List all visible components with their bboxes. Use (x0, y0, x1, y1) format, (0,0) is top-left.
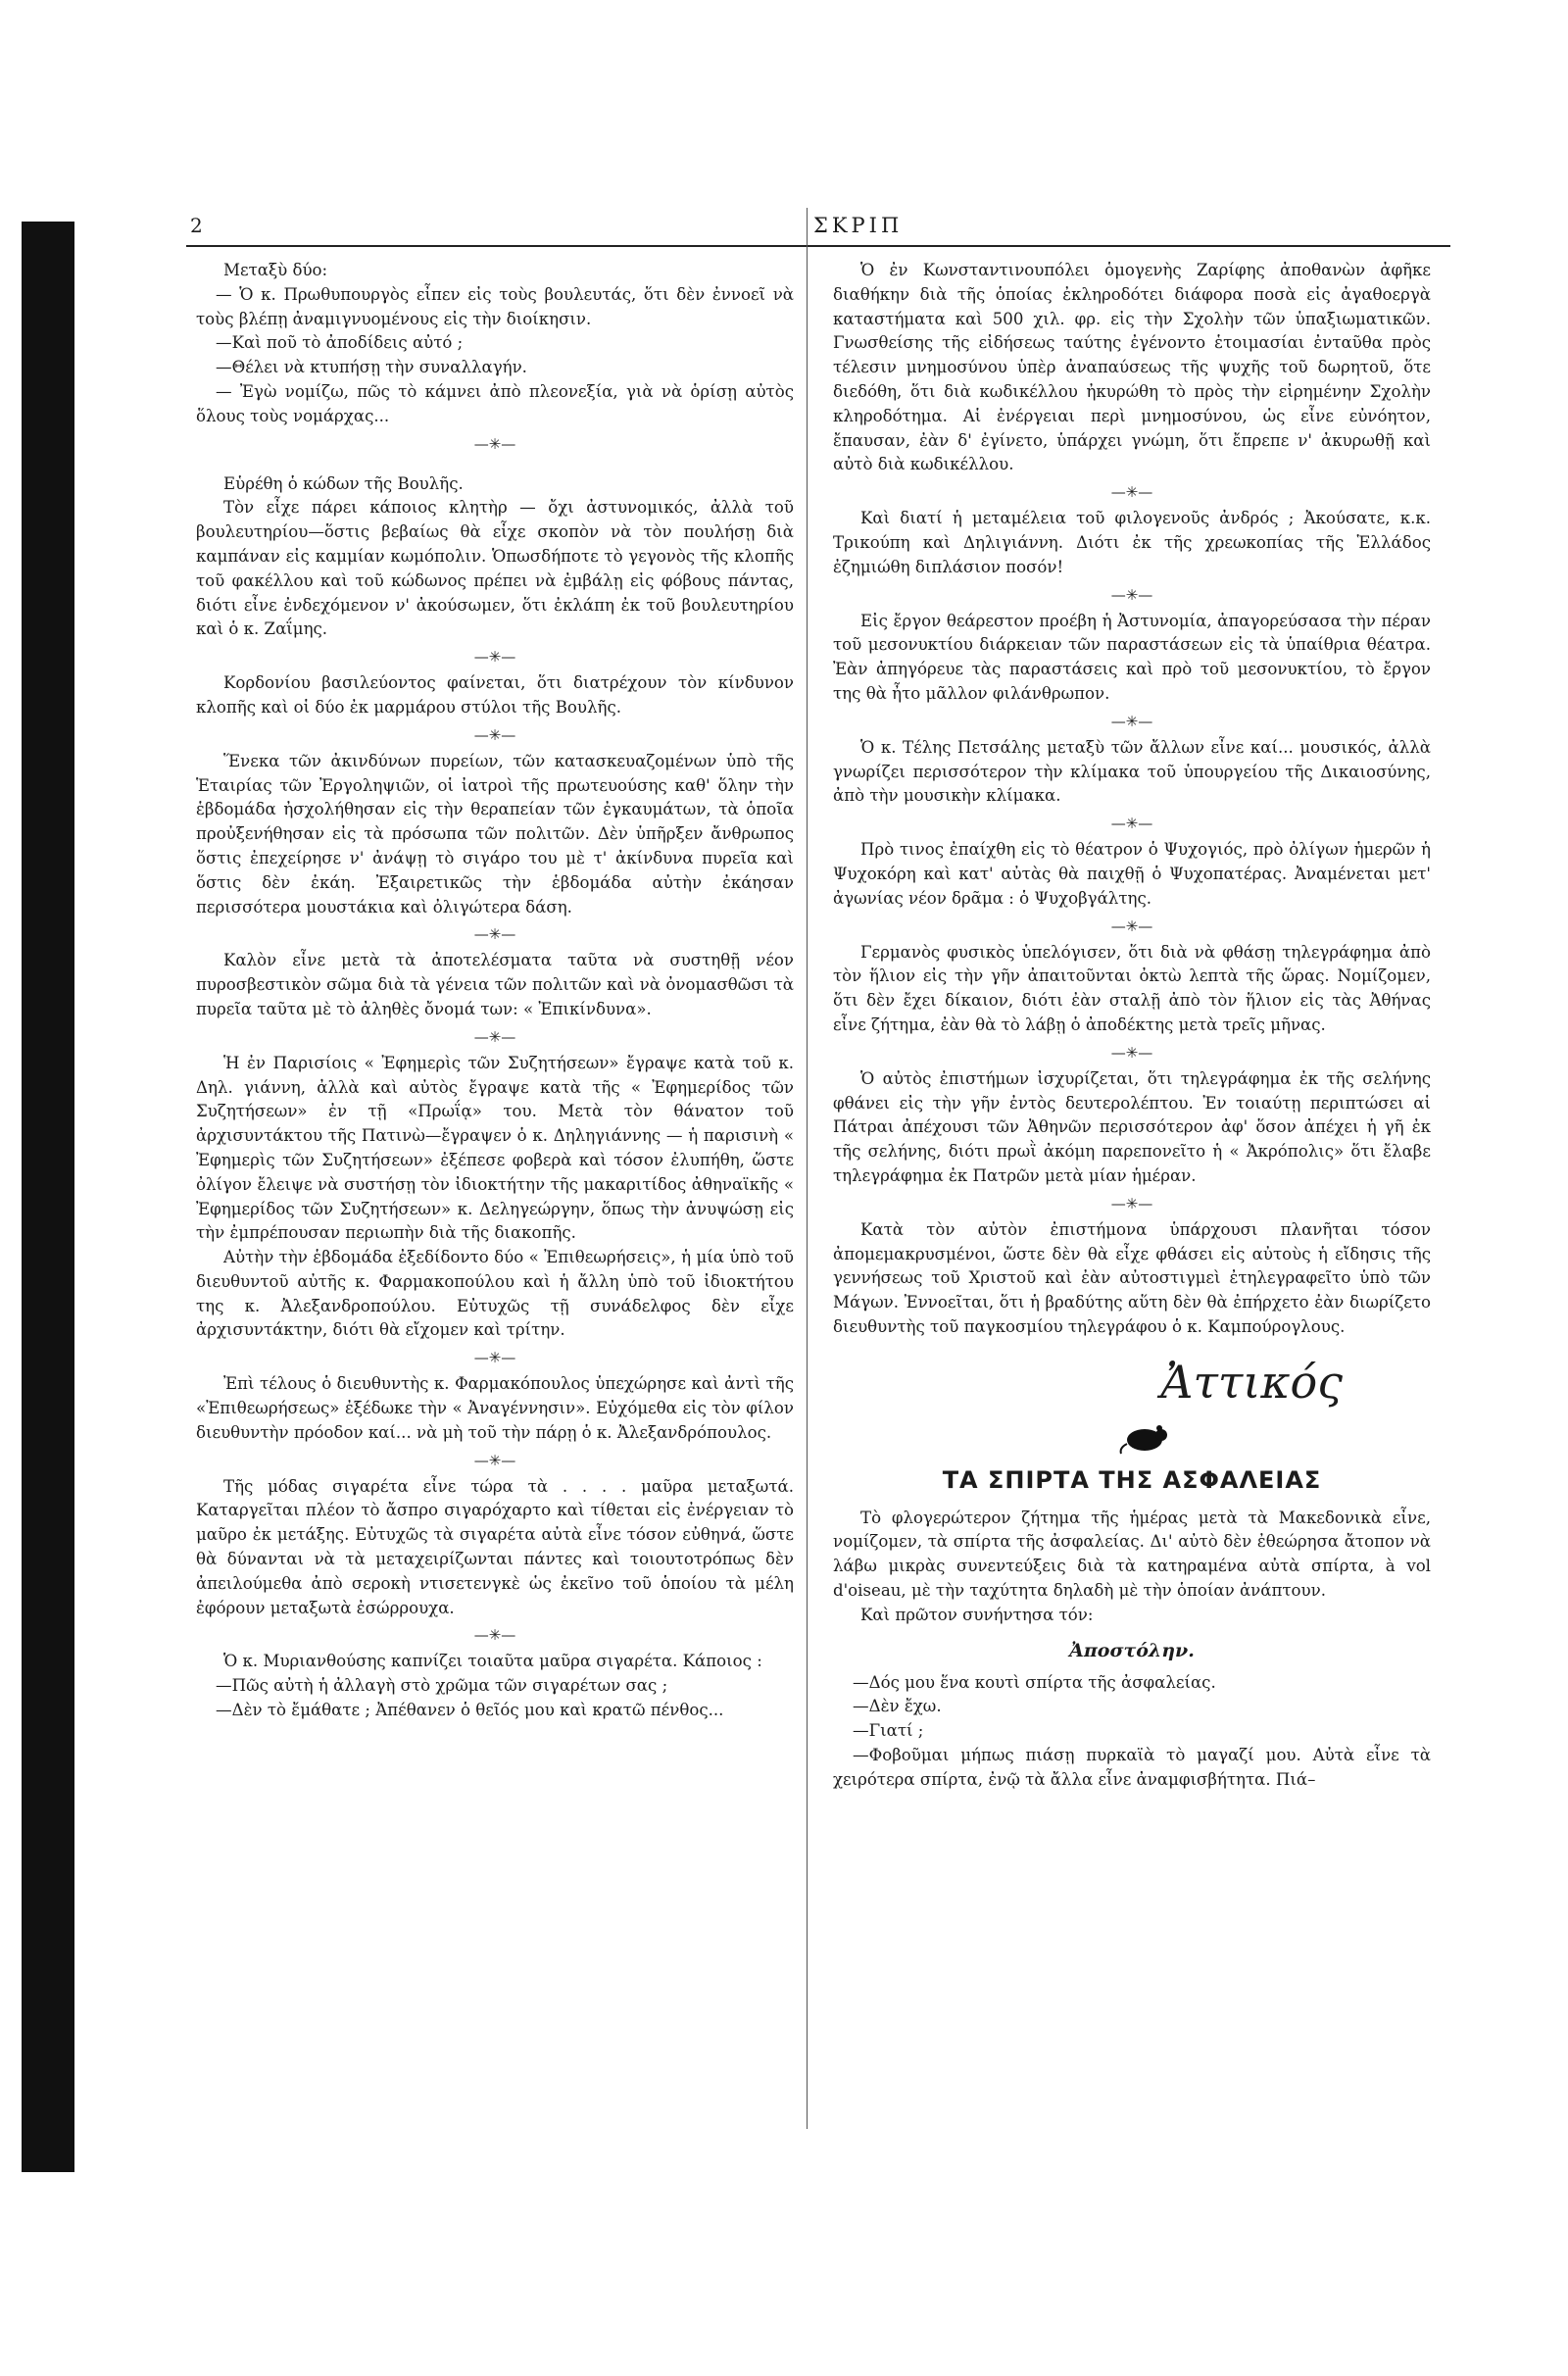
section-separator: —✳— (1110, 712, 1153, 730)
scan-edge (22, 222, 74, 2172)
interview-subhead: Ἀποστόλην. (1069, 1639, 1195, 1661)
page-number: 2 (190, 214, 203, 237)
section-separator: —✳— (1110, 916, 1153, 935)
right-paragraph: —Φοβοῦμαι μήπως πιάσῃ πυρκαϊὰ τὸ μαγαζί μου. Αὐτὰ εἶνε τὰ χειρότερα σπίρτα, ἐνῷ τὰ ἄλλα εἶνε ἀναμφισβήτητα. Πιά– (833, 1746, 1431, 1789)
right-paragraph: Πρὸ τινος ἐπαίχθη εἰς τὸ θέατρον ὁ Ψυχογιός, πρὸ ὀλίγων ἡμερῶν ἡ Ψυχοκόρη καὶ κατ' αὐτὰς θὰ παιχθῇ ὁ Ψυχοπατέρας. Ἀναμένεται μετ' ἀγωνίας νέον δρᾶμα : ὁ Ψυχοβγάλτης. (833, 840, 1431, 908)
left-paragraph: —Καὶ ποῦ τὸ ἀποδίδεις αὐτό ; (216, 333, 464, 353)
left-paragraph: — Ἐγὼ νομίζω, πῶς τὸ κάμνει ἀπὸ πλεονεξία, γιὰ νὰ ὁρίσῃ αὐτὸς ὅλους τοὺς νομάρχας... (196, 381, 794, 425)
section-separator: —✳— (1110, 585, 1153, 604)
left-paragraph: Ὁ κ. Μυριανθούσης καπνίζει τοιαῦτα μαῦρα σιγαρέτα. Κάποιος : (223, 1652, 762, 1671)
page-header (186, 202, 1450, 247)
right-paragraph: Καὶ πρῶτον συνήντησα τόν: (860, 1605, 1094, 1624)
left-paragraph: Κορδονίου βασιλεύοντος φαίνεται, ὅτι διατρέχουν τὸν κίνδυνον κλοπῆς καὶ οἱ δύο ἐκ μαρμάρου στύλοι τῆς Βουλῆς. (196, 673, 794, 717)
right-paragraph: Ὁ ἐν Κωνσταντινουπόλει ὁμογενὴς Ζαρίφης ἀποθανὼν ἀφῆκε διαθήκην διὰ τῆς ὁποίας ἐκληροδότει διάφορα ποσὰ εἰς ἀγαθοεργὰ καταστήματα καὶ 500 χιλ. φρ. εἰς τὴν Σχολὴν τῶν ὑπαξιωματικῶν. Γνωσθείσης τῆς εἰδήσεως ταύτης ἐγένοντο ἑτοιμασίαι ἐνταῦθα πρὸς τέλεσιν μνημοσύνου ὑπὲρ ἀναπαύσεως τῆς ψυχῆς τοῦ δωρητοῦ, ὅτε διεδόθη, ὅτι διὰ κωδικέλλου ἠκυρώθη τὸ πρὸς τὴν εἰρημένην Σχολὴν κληροδότημα. Αἱ ἐνέργειαι περὶ μνημοσύνου, ὡς εἶνε εὐνόητον, ἔπαυσαν, ἐὰν δ' ἐγίνετο, ὑπάρχει γνώμη, ὅτι ἔπρεπε ν' ἀκυρωθῇ καὶ αὐτὸ διὰ κωδικέλλου. (833, 261, 1431, 474)
left-paragraph: Τὸν εἶχε πάρει κάποιος κλητὴρ — ὄχι ἀστυνομικός, ἀλλὰ τοῦ βουλευτηρίου—ὅστις βεβαίως θὰ εἶχε σκοπὸν νὰ τὸν πουλήσῃ διὰ καμπάναν εἰς καμμίαν κωμόπολιν. Ὁπωσδήποτε τὸ γεγονὸς τῆς κλοπῆς τοῦ φακέλλου καὶ τοῦ κώδωνος πρέπει νὰ ἐμβάλῃ εἰς φόβους πάντας, διότι εἶνε ἐνδεχόμενον ν' ἀκούσωμεν, ὅτι ἐκλάπη ἐκ τοῦ βουλευτηρίου καὶ ὁ κ. Ζαΐμης. (196, 498, 794, 639)
right-paragraph: Καὶ διατί ἡ μεταμέλεια τοῦ φιλογενοῦς ἀνδρός ; Ἀκούσατε, κ.κ. Τρικούπη καὶ Δηλιγιάννη. Διότι ἐκ τῆς χρεωκοπίας τῆς Ἑλλάδος ἐζημιώθη διπλάσιον ποσόν! (833, 509, 1431, 576)
left-paragraph: Καλὸν εἶνε μετὰ τὰ ἀποτελέσματα ταῦτα νὰ συστηθῇ νέον πυροσβεστικὸν σῶμα διὰ τὰ γένεια τῶν πολιτῶν καὶ νὰ ὀνομασθῶσι τὰ πυρεῖα ταῦτα μὲ τὸ ἀληθὲς ὄνομά των: « Ἐπικίνδυνα». (196, 951, 794, 1018)
left-paragraph: —Δὲν τὸ ἔμάθατε ; Ἀπέθανεν ὁ θεῖός μου καὶ κρατῶ πένθος... (216, 1701, 724, 1720)
section-separator: —✳— (1110, 815, 1153, 833)
section-separator: —✳— (473, 1626, 516, 1645)
right-paragraph: Εἰς ἔργον θεάρεστον προέβη ἡ Ἀστυνομία, ἀπαγορεύσασα τὴν πέραν τοῦ μεσονυκτίου διάρκειαν τῶν παραστάσεων εἰς τὰ ὑπαίθρια θέατρα. Ἐὰν ἀπηγόρευε τὰς παραστάσεις καὶ πρὸ τοῦ μεσονυκτίου, τὸ ἔργον της θὰ ἦτο μᾶλλον φιλάνθρωπον. (833, 611, 1431, 703)
mouse-icon (1117, 1422, 1176, 1456)
left-paragraph: — Ὁ κ. Πρωθυπουργὸς εἶπεν εἰς τοὺς βουλευτάς, ὅτι δὲν ἐννοεῖ νὰ τοὺς βλέπῃ ἀναμιγνυομένους εἰς τὴν διοίκησιν. (196, 284, 794, 328)
section-separator: —✳— (473, 725, 516, 744)
author-signature: Ἀττικός (1160, 1355, 1343, 1409)
left-paragraph: Εὑρέθη ὁ κώδων τῆς Βουλῆς. (223, 473, 464, 493)
left-paragraph: —Θέλει νὰ κτυπήσῃ τὴν συναλλαγήν. (216, 358, 527, 377)
right-paragraph: Κατὰ τὸν αὐτὸν ἐπιστήμονα ὑπάρχουσι πλανῆται τόσον ἀπομεμακρυσμένοι, ὥστε δὲν θὰ εἶχε φθάσει εἰς αὐτοὺς ἡ εἴδησις τῆς γεννήσεως τοῦ Χριστοῦ καὶ ἐὰν αὐτοστιγμεὶ ἐτηλεγραφεῖτο ὑπὸ τῶν Μάγων. Ἐννοεῖται, ὅτι ἡ βραδύτης αὕτη δὲν θὰ ἐπήρχετο ἐὰν διωρίζετο διευθυντὴς τοῦ παγκοσμίου τηλεγράφου ὁ κ. Καμπούρογλους. (833, 1219, 1431, 1336)
right-paragraph: —Δὲν ἔχω. (853, 1697, 942, 1716)
section-separator: —✳— (473, 925, 516, 944)
section-separator: —✳— (473, 1027, 516, 1046)
right-paragraph: Ὁ κ. Τέλης Πετσάλης μεταξὺ τῶν ἄλλων εἶνε καί... μουσικός, ἀλλὰ γνωρίζει περισσότερον τὴν κλίμακα τοῦ ὑπουργείου τῆς Δικαιοσύνης, ἀπὸ τὴν μουσικὴν κλίμακα. (833, 737, 1431, 806)
left-paragraph: Τῆς μόδας σιγαρέτα εἶνε τώρα τὰ . . . . μαῦρα μεταξωτά. Καταργεῖται πλέον τὸ ἄσπρο σιγαρόχαρτο καὶ τίθεται εἰς ἐνέργειαν τὸ μαῦρο ἐκ μετάξης. Εὐτυχῶς τὰ σιγαρέτα αὐτὰ εἶνε τόσον εὐθηνά, ὥστε θὰ δύνανται νὰ τὰ μεταχειρίζωνται πάντες καὶ τοιουτοτρόπως δὲν ἀπειλούμεθα ἀπὸ σεροκὴ ντισετενγκὲ ὡς ἐκεῖνο τοῦ ὁποίου τὰ μέλη ἐφόρουν μεταξωτὰ ἐσώρρουχα. (196, 1476, 794, 1617)
left-paragraph: Ἐπὶ τέλους ὁ διευθυντὴς κ. Φαρμακόπουλος ὑπεχώρησε καὶ ἀντὶ τῆς «Ἐπιθεωρήσεως» ἐξέδωκε τὴν « Ἀναγέννησιν». Εὐχόμεθα εἰς τὸν φίλον διευθυντὴν πρόοδον καί... νὰ μὴ τοῦ τὴν πάρῃ ὁ κ. Ἀλεξανδρόπουλος. (196, 1374, 794, 1442)
left-column (196, 259, 794, 1723)
right-paragraph: Τὸ φλογερώτερον ζήτημα τῆς ἡμέρας μετὰ τὰ Μακεδονικὰ εἶνε, νομίζομεν, τὰ σπίρτα τῆς ἀσφαλείας. Δι' αὐτὸ δὲν ἐθεώρησα ἄτοπον νὰ λάβω μικρὰς συνεντεύξεις διὰ τὰ κατηραμένα αὐτὰ σπίρτα, à vol d'oiseau, μὲ τὴν ταχύτητα δηλαδὴ μὲ τὴν ὁποίαν ἀνάπτουν. (833, 1508, 1431, 1601)
newspaper-page (186, 202, 1450, 2143)
left-paragraph: Μεταξὺ δύο: (223, 261, 328, 279)
masthead: ΣΚΡΙΠ (813, 214, 904, 237)
section-separator: —✳— (473, 1349, 516, 1367)
right-paragraph: —Δός μου ἕνα κουτὶ σπίρτα τῆς ἀσφαλείας. (853, 1672, 1216, 1692)
section-separator: —✳— (1110, 1194, 1153, 1213)
right-paragraph: —Γιατί ; (853, 1721, 924, 1741)
left-paragraph: Ἡ ἐν Παρισίοις « Ἐφημερὶς τῶν Συζητήσεων» ἔγραψε κατὰ τοῦ κ. Δηλ. γιάννη, ἀλλὰ καὶ αὐτὸς ἔγραψε κατὰ τῆς « Ἐφημερίδος τῶν Συζητήσεων» ἐν τῇ «Πρωΐᾳ» του. Μετὰ τὸν θάνατον τοῦ ἀρχισυντάκτου τῆς Πατινὼ—ἔγραψεν ὁ κ. Δηληγιάννης — ἡ παρισινὴ « Ἐφημερὶς τῶν Συζητήσεων» ἐξέπεσε φοβερὰ καὶ τόσον ἐλυπήθη, ὥστε ὀλίγον ἔλειψε νὰ συστήσῃ τὸν ἰδιοκτήτην τῆς μακαριτίδος ἀθηναϊκῆς « Ἐφημερίδος τῶν Συζητήσεων» κ. Δεληγεώργην, ὅπως τὴν ἀνυψώσῃ εἰς τὴν ἐμπρέπουσαν περιωπὴν διὰ τῆς διακοπῆς. (196, 1053, 794, 1243)
section-separator: —✳— (473, 434, 516, 453)
right-paragraph: Γερμανὸς φυσικὸς ὑπελόγισεν, ὅτι διὰ νὰ φθάσῃ τηλεγράφημα ἀπὸ τὸν ἥλιον εἰς τὴν γῆν ἀπαιτοῦνται ὀκτὼ λεπτὰ τῆς ὥρας. Νομίζομεν, ὅτι δὲν ἔχει δίκαιον, διότι ἐὰν σταλῇ ἀπὸ τὸν ἥλιον εἰς τὰς Ἀθήνας εἶνε ζήτημα, ἐὰν θὰ τὸ λάβῃ ὁ ἀποδέκτης μετὰ τρεῖς μῆνας. (833, 942, 1431, 1034)
right-column (833, 259, 1431, 1793)
left-paragraph: —Πῶς αὐτὴ ἡ ἀλλαγὴ στὸ χρῶμα τῶν σιγαρέτων σας ; (216, 1676, 668, 1696)
section-separator: —✳— (1110, 483, 1153, 502)
left-paragraph: Αὐτὴν τὴν ἑβδομάδα ἐξεδίδοντο δύο « Ἐπιθεωρήσεις», ἡ μία ὑπὸ τοῦ διευθυντοῦ αὐτῆς κ. Φαρμακοπούλου καὶ ἡ ἄλλη ὑπὸ τοῦ ἰδιοκτήτου της κ. Ἀλεξανδροπούλου. Εὐτυχῶς τῇ συνάδελφος δὲν εἶχε ἀρχισυντάκτην, διότι θὰ εἴχομεν καὶ τρίτην. (196, 1248, 794, 1340)
section-separator: —✳— (473, 648, 516, 667)
right-paragraph: Ὁ αὐτὸς ἐπιστήμων ἰσχυρίζεται, ὅτι τηλεγράφημα ἐκ τῆς σελήνης φθάνει εἰς τὴν γῆν ἐντὸς δευτερολέπτου. Ἐν τοιαύτῃ περιπτώσει αἱ Πάτραι ἀπέχουσι τῶν Ἀθηνῶν περισσότερον ἀφ' ὅσον ἀπέχει ἡ γῆ ἐκ τῆς σελήνης, διότι πρωῒ ἀκόμη παρεπονεῖτο ἡ « Ἀκρόπολις» ὅτι ἔλαβε τηλεγράφημα ἐκ Πατρῶν μετὰ μίαν ἡμέραν. (833, 1068, 1431, 1185)
section-separator: —✳— (473, 1451, 516, 1469)
left-paragraph: Ἕνεκα τῶν ἀκινδύνων πυρείων, τῶν κατασκευαζομένων ὑπὸ τῆς Ἑταιρίας τῶν Ἐργοληψιῶν, οἱ ἰατροὶ τῆς πρωτευούσης καθ' ὅλην τὴν ἑβδομάδα ἠσχολήθησαν εἰς τὴν θεραπείαν τῶν ἐγκαυμάτων, τὰ ὁποῖα προὐξενήθησαν εἰς τὰ πρόσωπα τῶν πολιτῶν. Δὲν ὑπῆρξεν ἄνθρωπος ὅστις ἐπεχείρησε ν' ἀνάψῃ τὸ σιγάρο του μὲ τ' ἀκίνδυνα πυρεῖα καὶ ὅστις δὲν ἐκάη. Ἐξαιρετικῶς τὴν ἑβδομάδα αὐτὴν ἐκάησαν περισσότερα μουστάκια καὶ ὀλιγώτερα δάση. (196, 751, 794, 916)
section-title: ΤΑ ΣΠΙΡΤΑ ΤΗΣ ΑΣΦΑΛΕΙΑΣ (942, 1465, 1322, 1494)
column-divider (807, 208, 808, 2129)
section-separator: —✳— (1110, 1043, 1153, 1062)
